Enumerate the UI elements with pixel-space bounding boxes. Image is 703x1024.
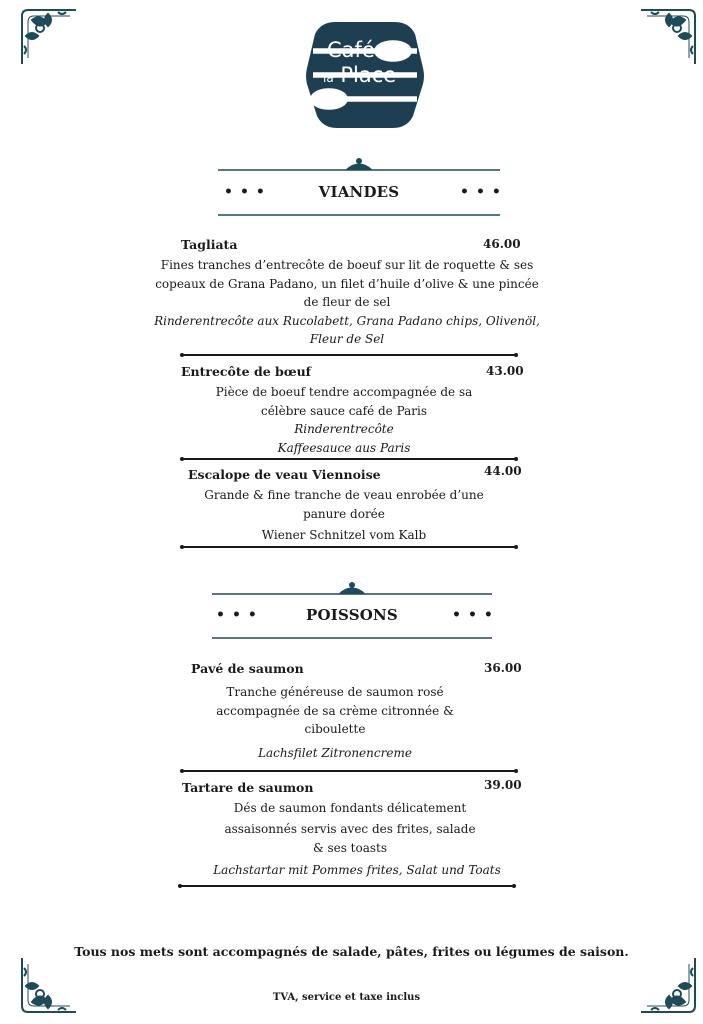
item-description: ciboulette (304, 722, 366, 736)
cutlery-icon (305, 20, 425, 130)
item-name: Escalope de veau Viennoise (188, 467, 381, 482)
item-price: 43.00 (486, 364, 524, 378)
item-price: 39.00 (484, 778, 522, 792)
item-price: 44.00 (484, 464, 522, 478)
item-divider (182, 354, 516, 356)
flourish-icon (637, 6, 699, 68)
item-translation: Fleur de Sel (309, 332, 385, 346)
dots-right: ••• (452, 607, 500, 623)
item-translation: Rinderentrecôte (294, 422, 394, 436)
item-description: Fines tranches d’entrecôte de boeuf sur lit de roquette & ses (160, 258, 534, 272)
logo-line-2: la Place (323, 63, 397, 87)
item-description: Grande & fine tranche de veau enrobée d’une (204, 488, 484, 502)
item-price: 46.00 (483, 237, 521, 251)
flourish-icon (637, 954, 699, 1016)
item-description: Dés de saumon fondants délicatement (233, 801, 467, 815)
item-description: célèbre sauce café de Paris (260, 404, 428, 418)
footer-tax-note: TVA, service et taxe inclus (272, 992, 421, 1003)
item-description: panure dorée (303, 507, 385, 521)
item-description: de fleur de sel (303, 295, 391, 309)
footer-note: Tous nos mets sont accompagnés de salade, pâtes, frites ou légumes de saison. (74, 944, 629, 959)
dots-left: ••• (224, 184, 272, 200)
item-name: Pavé de saumon (191, 661, 304, 676)
logo-line-1: Café (327, 38, 375, 62)
item-description: copeaux de Grana Padano, un filet d’huile d’olive & une pincée (155, 277, 539, 291)
item-divider (180, 885, 514, 887)
section-header-poissons (212, 582, 500, 642)
section-title-viandes: VIANDES (318, 183, 400, 201)
corner-ornament-bottom-left (18, 954, 80, 1016)
item-description: accompagnée de sa crème citronnée & (216, 704, 454, 718)
cafe-logo (305, 20, 425, 130)
section-header-viandes (218, 158, 508, 218)
item-divider (182, 546, 516, 548)
item-translation: Rinderentrecôte aux Rucolabett, Grana Padano chips, Olivenöl, (154, 314, 540, 328)
item-translation: Kaffeesauce aus Paris (277, 441, 411, 455)
item-description: assaisonnés servis avec des frites, salade (224, 822, 476, 836)
section-title-poissons: POISSONS (306, 606, 398, 624)
item-divider (182, 458, 516, 460)
item-price: 36.00 (484, 661, 522, 675)
item-name: Entrecôte de bœuf (181, 364, 312, 379)
item-description: & ses toasts (312, 841, 388, 855)
dots-left: ••• (216, 607, 264, 623)
item-translation: Lachstartar mit Pommes frites, Salat und Toats (213, 863, 501, 877)
corner-ornament-bottom-right (637, 954, 699, 1016)
item-name: Tartare de saumon (182, 780, 314, 795)
corner-ornament-top-right (637, 6, 699, 68)
flourish-icon (18, 954, 80, 1016)
item-description: Wiener Schnitzel vom Kalb (261, 528, 427, 542)
corner-ornament-top-left (18, 6, 80, 68)
dots-right: ••• (460, 184, 508, 200)
item-translation: Lachsfilet Zitronencreme (258, 746, 412, 760)
item-description: Pièce de boeuf tendre accompagnée de sa (215, 385, 473, 399)
flourish-icon (18, 6, 80, 68)
item-divider (182, 770, 516, 772)
item-name: Tagliata (181, 237, 238, 252)
item-description: Tranche généreuse de saumon rosé (226, 685, 444, 699)
